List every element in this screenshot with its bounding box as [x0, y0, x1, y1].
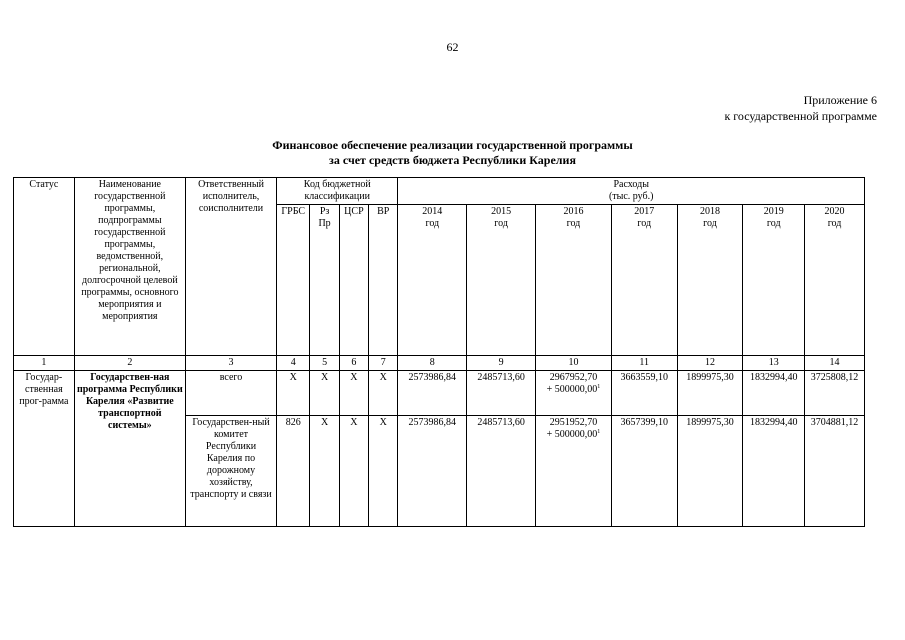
header-name: Наименование государственной программы, подпрограммы государственной программы, ведомственной, региональной, долгосрочной целевой программы, основного мероприятия и мероприятия — [74, 178, 185, 356]
header-status: Статус — [14, 178, 75, 356]
document-title — [0, 138, 905, 168]
amount-2018: 1899975,30 — [677, 416, 743, 527]
amount-2016 — [536, 416, 612, 527]
amount-2016-main: 2951952,70 — [549, 417, 598, 428]
header-csr: ЦСР — [339, 205, 368, 356]
page-number: 62 — [446, 40, 459, 54]
header-year-2017 — [611, 205, 677, 356]
rz-pr-cell: Х — [310, 371, 339, 416]
amount-2015: 2485713,60 — [467, 371, 536, 416]
header-expenses-unit: (тыс. руб.) — [608, 191, 654, 202]
col-number: 1 — [14, 356, 75, 371]
vr-cell: Х — [369, 416, 398, 527]
header-year-2018 — [677, 205, 743, 356]
header-rz-pr — [310, 205, 339, 356]
amount-2014: 2573986,84 — [398, 416, 467, 527]
col-number: 6 — [339, 356, 368, 371]
grbs-cell: 826 — [277, 416, 310, 527]
amount-2017: 3663559,10 — [611, 371, 677, 416]
appendix-note — [724, 92, 877, 124]
header-pr: Пр — [318, 218, 331, 229]
col-number: 3 — [185, 356, 276, 371]
col-number: 14 — [805, 356, 865, 371]
csr-cell: Х — [339, 416, 368, 527]
footnote-mark: 1 — [597, 384, 601, 390]
col-number: 12 — [677, 356, 743, 371]
col-number: 11 — [611, 356, 677, 371]
year-suffix: год — [703, 218, 717, 229]
rz-pr-cell: Х — [310, 416, 339, 527]
year-suffix: год — [494, 218, 508, 229]
appendix-line-2: к государственной программе — [724, 109, 877, 123]
appendix-line-1: Приложение 6 — [803, 93, 877, 107]
col-number: 8 — [398, 356, 467, 371]
year-value: 2017 — [634, 206, 655, 217]
header-year-2019 — [743, 205, 805, 356]
header-year-2015 — [467, 205, 536, 356]
col-number: 2 — [74, 356, 185, 371]
amount-2016 — [536, 371, 612, 416]
year-value: 2019 — [763, 206, 784, 217]
header-expenses — [398, 178, 865, 205]
title-line-1: Финансовое обеспечение реализации государственной программы — [272, 138, 633, 152]
amount-2014: 2573986,84 — [398, 371, 467, 416]
header-year-2020 — [805, 205, 865, 356]
year-suffix: год — [566, 218, 581, 229]
col-number: 10 — [536, 356, 612, 371]
header-executor: Ответственный исполнитель, соисполнители — [185, 178, 276, 356]
amount-2020: 3725808,12 — [805, 371, 865, 416]
header-year-2016 — [536, 205, 612, 356]
footnote-mark: 1 — [597, 429, 601, 435]
title-line-2: за счет средств бюджета Республики Карелия — [329, 153, 576, 167]
col-number: 13 — [743, 356, 805, 371]
amount-2015: 2485713,60 — [467, 416, 536, 527]
col-number: 7 — [369, 356, 398, 371]
header-budget-code: Код бюджетной классификации — [277, 178, 398, 205]
year-suffix: год — [425, 218, 440, 229]
col-number: 5 — [310, 356, 339, 371]
year-value: 2018 — [700, 206, 720, 217]
year-value: 2020 — [824, 206, 845, 217]
amount-2019: 1832994,40 — [743, 416, 805, 527]
amount-2016-main: 2967952,70 — [549, 372, 598, 383]
amount-2016-extra: + 500000,00 — [546, 429, 598, 440]
amount-2017: 3657399,10 — [611, 416, 677, 527]
program-name-cell: Государствен-ная программа Республики Карелия «Развитие транспортной системы» — [74, 371, 185, 527]
header-expenses-label: Расходы — [613, 179, 649, 190]
vr-cell: Х — [369, 371, 398, 416]
executor-cell: Государствен-ный комитет Республики Карелия по дорожному хозяйству, транспорту и связи — [185, 416, 276, 527]
amount-2016-extra: + 500000,00 — [546, 384, 598, 395]
col-number: 4 — [277, 356, 310, 371]
amount-2019: 1832994,40 — [743, 371, 805, 416]
header-grbs: ГРБС — [277, 205, 310, 356]
year-suffix: год — [766, 218, 781, 229]
year-suffix: год — [827, 218, 842, 229]
status-cell: Государ-ственная прог-рамма — [14, 371, 75, 527]
amount-2020: 3704881,12 — [805, 416, 865, 527]
year-value: 2016 — [563, 206, 584, 217]
year-suffix: год — [637, 218, 652, 229]
amount-2018: 1899975,30 — [677, 371, 743, 416]
col-number: 9 — [467, 356, 536, 371]
header-year-2014 — [398, 205, 467, 356]
header-row-1 — [14, 178, 865, 205]
table-row — [14, 371, 865, 416]
csr-cell: Х — [339, 371, 368, 416]
year-value: 2015 — [491, 206, 512, 217]
year-value: 2014 — [422, 206, 443, 217]
column-number-row — [14, 356, 865, 371]
executor-cell: всего — [185, 371, 276, 416]
header-vr: ВР — [369, 205, 398, 356]
budget-table — [13, 177, 865, 527]
grbs-cell: Х — [277, 371, 310, 416]
header-rz: Рз — [319, 206, 330, 217]
